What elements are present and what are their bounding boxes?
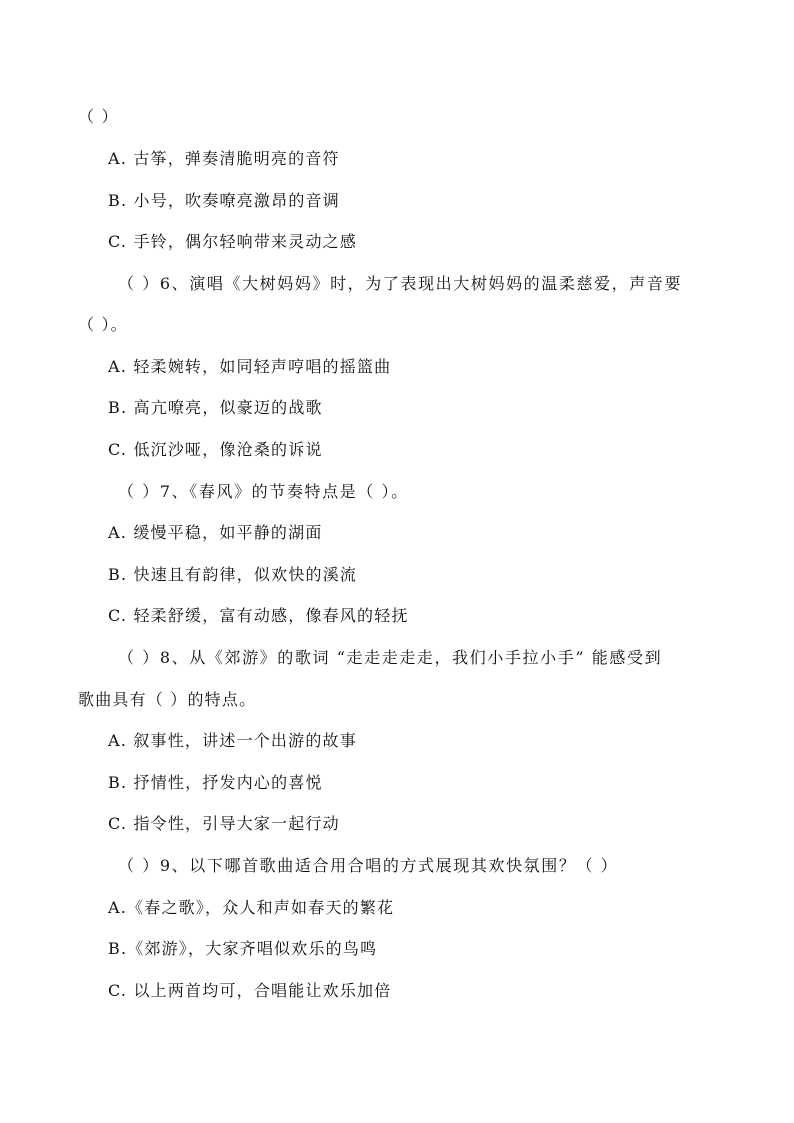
question-7-option-a: A. 缓慢平稳，如平静的湖面 — [108, 523, 323, 542]
question-8-stem-line2: 歌曲具有（ ）的特点。 — [78, 690, 257, 709]
question-9-option-c: C. 以上两首均可，合唱能让欢乐加倍 — [108, 981, 392, 1000]
question-7-option-c: C. 轻柔舒缓，富有动感，像春风的轻抚 — [108, 606, 409, 625]
question-8-option-c: C. 指令性，引导大家一起行动 — [108, 814, 340, 833]
question-5-option-c: C. 手铃，偶尔轻响带来灵动之感 — [108, 232, 358, 251]
question-6-stem-line1: （ ）6、演唱《大树妈妈》时，为了表现出大树妈妈的温柔慈爱，声音要 — [118, 274, 683, 293]
question-9-stem: （ ）9、以下哪首歌曲适合用合唱的方式展现其欢快氛围？（ ） — [118, 856, 619, 875]
question-9-option-a: A.《春之歌》，众人和声如春天的繁花 — [108, 898, 395, 917]
question-9-option-b: B.《郊游》，大家齐唱似欢乐的鸟鸣 — [108, 939, 378, 958]
question-8-stem-line1: （ ）8、从《郊游》的歌词 “走走走走走，我们小手拉小手” 能感受到 — [118, 648, 663, 667]
question-7-stem: （ ）7、《春风》的节奏特点是（ ）。 — [118, 482, 409, 501]
question-8-option-b: B. 抒情性，抒发内心的喜悦 — [108, 773, 323, 792]
answer-blank-line: （ ） — [78, 107, 119, 126]
question-6-option-b: B. 高亢嘹亮，似豪迈的战歌 — [108, 398, 323, 417]
question-5-option-a: A. 古筝，弹奏清脆明亮的音符 — [108, 149, 340, 168]
question-7-option-b: B. 快速且有韵律，似欢快的溪流 — [108, 565, 358, 584]
question-6-option-c: C. 低沉沙哑，像沧桑的诉说 — [108, 440, 323, 459]
question-6-stem-line2: （ ）。 — [78, 315, 128, 334]
question-5-option-b: B. 小号，吹奏嘹亮激昂的音调 — [108, 191, 340, 210]
question-6-option-a: A. 轻柔婉转，如同轻声哼唱的摇篮曲 — [108, 357, 392, 376]
question-8-option-a: A. 叙事性，讲述一个出游的故事 — [108, 731, 357, 750]
